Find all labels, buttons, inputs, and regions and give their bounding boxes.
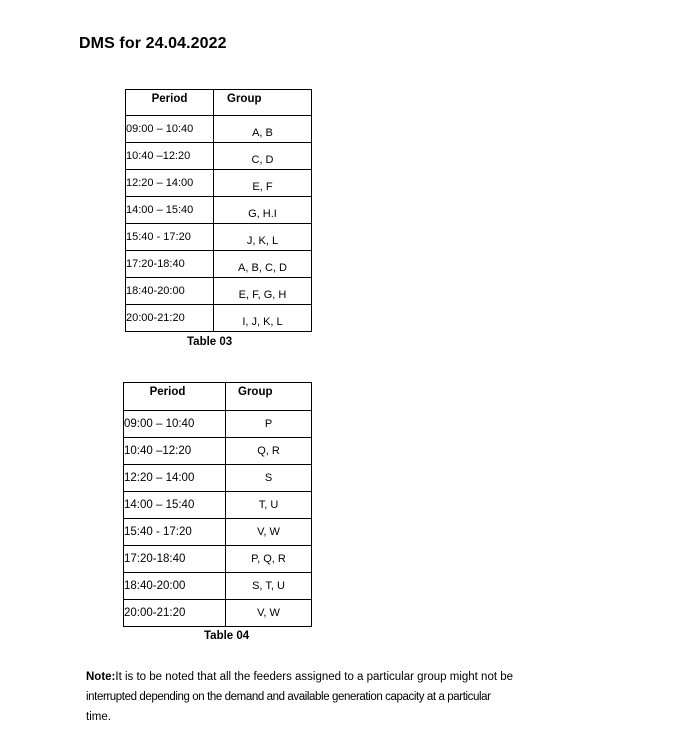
group-cell: A, B, C, D (214, 251, 312, 278)
group-cell: S, T, U (226, 573, 312, 600)
period-cell: 18:40-20:00 (124, 573, 226, 600)
group-cell: Q, R (226, 438, 312, 465)
table-row (124, 492, 312, 519)
group-cell: P, Q, R (226, 546, 312, 573)
table-row (126, 224, 312, 251)
table-row (126, 197, 312, 224)
period-cell: 09:00 – 10:40 (126, 116, 214, 143)
period-cell: 20:00-21:20 (126, 305, 214, 332)
table-row (126, 305, 312, 332)
period-cell: 17:20-18:40 (126, 251, 214, 278)
table-row (126, 143, 312, 170)
table-row (126, 278, 312, 305)
schedule-table-04 (123, 382, 312, 627)
table-caption: Table 03 (187, 336, 233, 348)
period-cell: 14:00 – 15:40 (126, 197, 214, 224)
group-cell: T, U (226, 492, 312, 519)
table-row (124, 573, 312, 600)
table-row (124, 546, 312, 573)
page-title: DMS for 24.04.2022 (79, 35, 227, 52)
group-cell: A, B (214, 116, 312, 143)
period-cell: 12:20 – 14:00 (124, 465, 226, 492)
group-cell: S (226, 465, 312, 492)
table-row (126, 170, 312, 197)
table-row (126, 116, 312, 143)
group-cell: G, H.I (214, 197, 312, 224)
column-header-period: Period (126, 90, 214, 116)
period-cell: 18:40-20:00 (126, 278, 214, 305)
table-row (126, 251, 312, 278)
table-row (124, 411, 312, 438)
period-cell: 10:40 –12:20 (126, 143, 214, 170)
schedule-table-03 (125, 89, 312, 332)
note-text-line-1: It is to be noted that all the feeders assigned to a particular group might not be (115, 671, 514, 683)
group-cell: J, K, L (214, 224, 312, 251)
group-cell: I, J, K, L (214, 305, 312, 332)
period-cell: 14:00 – 15:40 (124, 492, 226, 519)
note-label: Note: (86, 671, 116, 683)
note-line-1 (86, 667, 556, 687)
table-row (124, 519, 312, 546)
table-row (124, 438, 312, 465)
column-header-period: Period (124, 383, 226, 411)
period-cell: 10:40 –12:20 (124, 438, 226, 465)
period-cell: 12:20 – 14:00 (126, 170, 214, 197)
group-cell: C, D (214, 143, 312, 170)
note-text-line-3: time. (86, 711, 111, 723)
period-cell: 15:40 - 17:20 (126, 224, 214, 251)
table-row (124, 600, 312, 627)
table-row (124, 465, 312, 492)
group-cell: V, W (226, 519, 312, 546)
group-cell: V, W (226, 600, 312, 627)
group-cell: P (226, 411, 312, 438)
column-header-group: Group (214, 90, 312, 116)
period-cell: 17:20-18:40 (124, 546, 226, 573)
table-caption: Table 04 (204, 630, 250, 642)
period-cell: 09:00 – 10:40 (124, 411, 226, 438)
note-text-line-2: interrupted depending on the demand and available generation capacity at a particular (86, 691, 491, 703)
group-cell: E, F (214, 170, 312, 197)
table-header-row (126, 90, 312, 116)
column-header-group: Group (226, 383, 312, 411)
period-cell: 15:40 - 17:20 (124, 519, 226, 546)
table-header-row (124, 383, 312, 411)
note-paragraph (86, 667, 556, 727)
period-cell: 20:00-21:20 (124, 600, 226, 627)
group-cell: E, F, G, H (214, 278, 312, 305)
